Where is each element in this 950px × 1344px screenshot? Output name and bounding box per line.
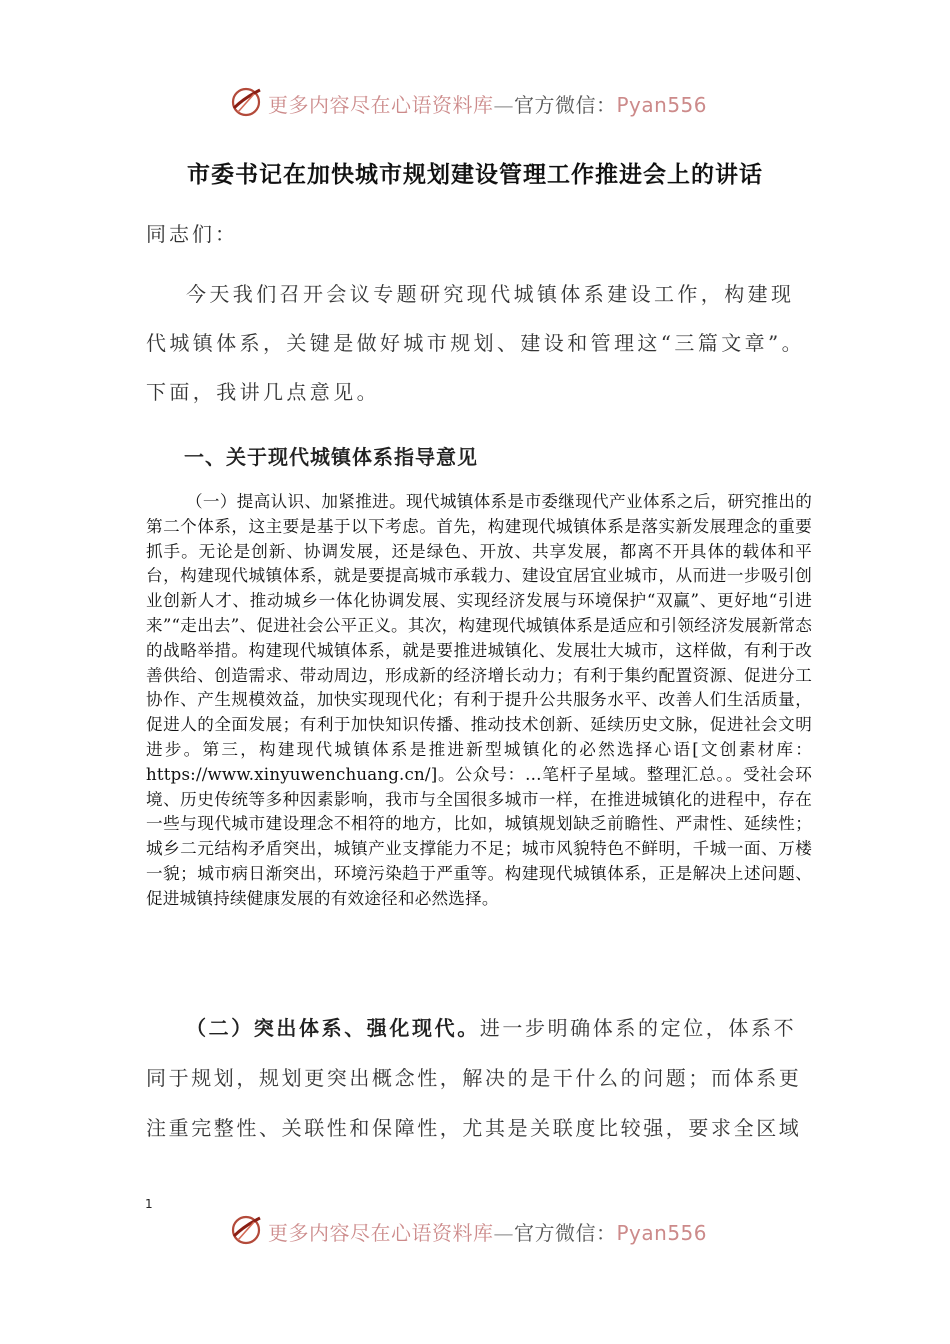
- salutation: 同志们：: [146, 222, 238, 246]
- banner-prefix-text: 更多内容尽在心语资料库: [268, 1221, 494, 1245]
- footer-watermark-banner: [0, 1210, 950, 1250]
- page-number: 1: [145, 1197, 153, 1211]
- banner-wechat-id: Pyan556: [616, 93, 708, 117]
- pen-logo-icon: [228, 84, 264, 120]
- intro-paragraph: 今天我们召开会议专题研究现代城镇体系建设工作，构建现代城镇体系，关键是做好城市规划、建设和管理这“三篇文章”。下面，我讲几点意见。: [146, 282, 806, 404]
- paragraph-lead: （二）突出体系、强化现代。: [186, 1016, 480, 1040]
- banner-wechat-label: 官方微信：: [514, 1221, 617, 1245]
- document-title: 市委书记在加快城市规划建设管理工作推进会上的讲话: [187, 161, 763, 188]
- header-watermark-banner: [0, 82, 950, 122]
- body-paragraph-2: [146, 1003, 808, 1153]
- banner-wechat-label: 官方微信：: [514, 93, 617, 117]
- banner-wechat-id: Pyan556: [616, 1221, 708, 1245]
- banner-dash: —: [493, 1221, 514, 1245]
- body-paragraph-1: （一）提高认识、加紧推进。现代城镇体系是市委继现代产业体系之后，研究推出的第二个体系，这主要是基于以下考虑。首先，构建现代城镇体系是落实新发展理念的重要抓手。无论是创新、协调发展，还是绿色、开放、共享发展，都离不开具体的载体和平台，构建现代城镇体系，就是要提高城市承载力、建设宜居宜业城市，从而进一步吸引创业创新人才、推动城乡一体化协调发展、实现经济发展与环境保护“双赢”、更好地“引进来”“走出去”、促进社会公平正义。其次，构建现代城镇体系是适应和引领经济发展新常态的战略举措。构建现代城镇体系，就是要推进城镇化、发展壮大城市，这样做，有利于改善供给、创造需求、带动周边，形成新的经济增长动力；有利于集约配置资源、促进分工协作、产生规模效益，加快实现现代化；有利于提升公共服务水平、改善人们生活质量，促进人的全面发展；有利于加快知识传播、推动技术创新、延续历史文脉，促进社会文明进步。第三，构建现代城镇体系是推进新型城镇化的必然选择心语[文创素材库：https://www.xinyuwenchuang.cn/]。公众号：…笔杆子星域。整理汇总。。受社会环境、历史传统等多种因素影响，我市与全国很多城市一样，在推进城镇化的进程中，存在一些与现代城市建设理念不相符的地方，比如，城镇规划缺乏前瞻性、严肃性、延续性；城乡二元结构矛盾突出，城镇产业支撑能力不足；城市风貌特色不鲜明，千城一面、万楼一貌；城市病日渐突出，环境污染趋于严重等。构建现代城镇体系，正是解决上述问题、促进城镇持续健康发展的有效途径和必然选择。: [146, 492, 812, 908]
- paragraph-body: 进一步明确体系的定位，体系不同于规划，规划更突出概念性，解决的是干什么的问题；而体系更注重完整性、关联性和保障性，尤其是关联度比较强，要求全区域: [146, 1016, 802, 1140]
- section-heading: 一、关于现代城镇体系指导意见: [184, 445, 478, 469]
- banner-prefix-text: 更多内容尽在心语资料库: [268, 93, 494, 117]
- pen-logo-icon: [228, 1212, 264, 1248]
- banner-dash: —: [493, 93, 514, 117]
